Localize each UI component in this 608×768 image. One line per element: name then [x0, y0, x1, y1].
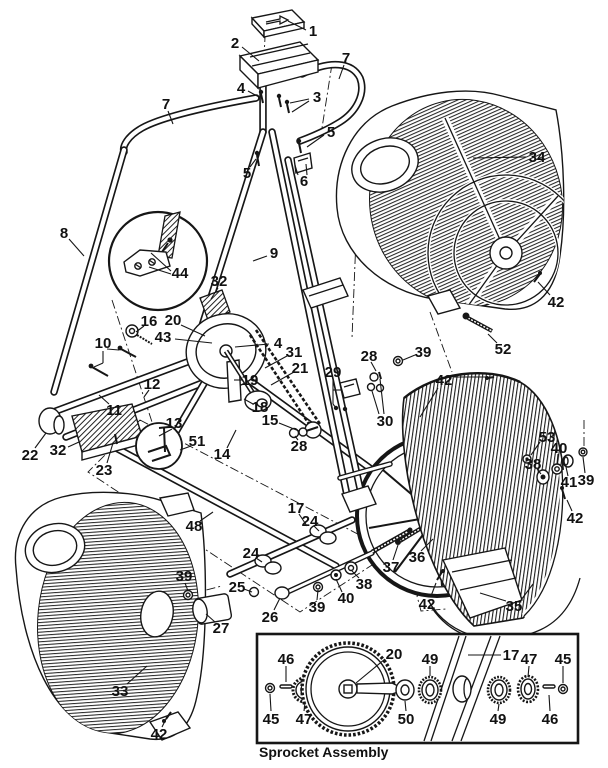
part-label-20-66: 20	[385, 646, 403, 663]
part-label-18-31: 18	[251, 399, 269, 416]
part-label-4-5: 4	[236, 80, 246, 97]
part-label-51-28: 51	[188, 433, 206, 450]
part-label-30-35: 30	[376, 413, 394, 430]
part-label-14-29: 14	[213, 446, 231, 463]
part-label-26-55: 26	[261, 609, 279, 626]
part-label-53-40: 53	[538, 429, 556, 446]
part-label-38-41: 38	[524, 456, 542, 473]
part-label-44-11: 44	[171, 265, 189, 282]
part-label-10-18: 10	[94, 335, 112, 352]
part-label-28-33: 28	[290, 438, 308, 455]
part-label-46-63: 46	[277, 651, 295, 668]
clip-29	[340, 379, 360, 398]
part-label-43-17: 43	[154, 329, 172, 346]
part-label-48-60: 48	[185, 518, 203, 535]
part-label-3-4: 3	[312, 89, 322, 106]
part-label-24-58: 24	[242, 545, 260, 562]
spacer-50	[396, 680, 414, 700]
part-label-50-67: 50	[397, 711, 415, 728]
part-label-5-7: 5	[242, 165, 252, 182]
part-label-9-10: 9	[269, 245, 279, 262]
part-label-16-15: 16	[140, 313, 158, 330]
part-label-33-61: 33	[111, 683, 129, 700]
part-label-35-48: 35	[505, 598, 523, 615]
part-label-1-0: 1	[308, 23, 318, 40]
part-label-49-68: 49	[421, 651, 439, 668]
part-label-2-1: 2	[230, 35, 240, 52]
key-46b	[543, 685, 555, 688]
part-label-42-49: 42	[418, 596, 436, 613]
cup-washer	[453, 676, 471, 702]
part-label-42-13: 42	[547, 294, 565, 311]
part-label-39-44: 39	[577, 472, 595, 489]
inset-title: Sprocket Assembly	[259, 744, 389, 760]
part-label-23-26: 23	[95, 462, 113, 479]
part-label-19-30: 19	[241, 372, 259, 389]
part-label-15-32: 15	[261, 412, 279, 429]
part-label-42-62: 42	[150, 726, 168, 743]
bearing-49b	[488, 677, 510, 703]
part-label-27-56: 27	[212, 620, 230, 637]
part-label-39-52: 39	[308, 599, 326, 616]
part-label-6-8: 6	[299, 173, 309, 190]
part-label-49-70: 49	[489, 711, 507, 728]
part-label-7-3: 7	[161, 96, 171, 113]
part-label-39-37: 39	[414, 344, 432, 361]
part-label-17-69: 17	[502, 647, 520, 664]
part-label-17-59: 17	[287, 500, 305, 517]
part-label-39-53: 39	[175, 568, 193, 585]
part-label-29-34: 29	[324, 364, 342, 381]
part-label-47-71: 47	[520, 651, 538, 668]
part-label-42-38: 42	[435, 372, 453, 389]
part-label-5-6: 5	[326, 124, 336, 141]
part-label-4-19: 4	[273, 335, 283, 352]
part-label-32-25: 32	[49, 442, 67, 459]
part-label-34-12: 34	[528, 149, 546, 166]
part-label-11-23: 11	[106, 402, 122, 419]
part-label-40-42: 40	[550, 440, 568, 457]
part-label-40-51: 40	[337, 590, 355, 607]
part-label-12-22: 12	[143, 376, 161, 393]
part-label-13-27: 13	[165, 415, 183, 432]
bushing-26	[275, 587, 289, 599]
part-label-42-45: 42	[566, 510, 584, 527]
bearing-49	[419, 677, 441, 703]
part-label-46-72: 46	[541, 711, 559, 728]
part-label-32-14: 32	[210, 273, 228, 290]
part-label-45-64: 45	[262, 711, 280, 728]
part-label-38-50: 38	[355, 576, 373, 593]
eye-bolt-15	[299, 428, 307, 436]
part-label-28-36: 28	[360, 348, 378, 365]
part-label-24-57: 24	[301, 513, 319, 530]
part-label-22-24: 22	[21, 447, 39, 464]
detail-circle-44	[109, 212, 207, 310]
part-label-21-21: 21	[291, 360, 309, 377]
part-label-41-43: 41	[560, 474, 578, 491]
part-label-8-9: 8	[59, 225, 69, 242]
part-label-20-16: 20	[164, 312, 182, 329]
part-label-25-54: 25	[228, 579, 246, 596]
part-label-52-39: 52	[494, 341, 512, 358]
part-label-47-65: 47	[295, 711, 313, 728]
part-label-45-73: 45	[554, 651, 572, 668]
part-label-31-20: 31	[285, 344, 303, 361]
key-46	[280, 685, 292, 688]
bearing-cone-47b	[518, 676, 538, 702]
part-label-37-47: 37	[382, 559, 400, 576]
part-label-36-46: 36	[408, 549, 426, 566]
part-label-7-2: 7	[341, 50, 351, 67]
